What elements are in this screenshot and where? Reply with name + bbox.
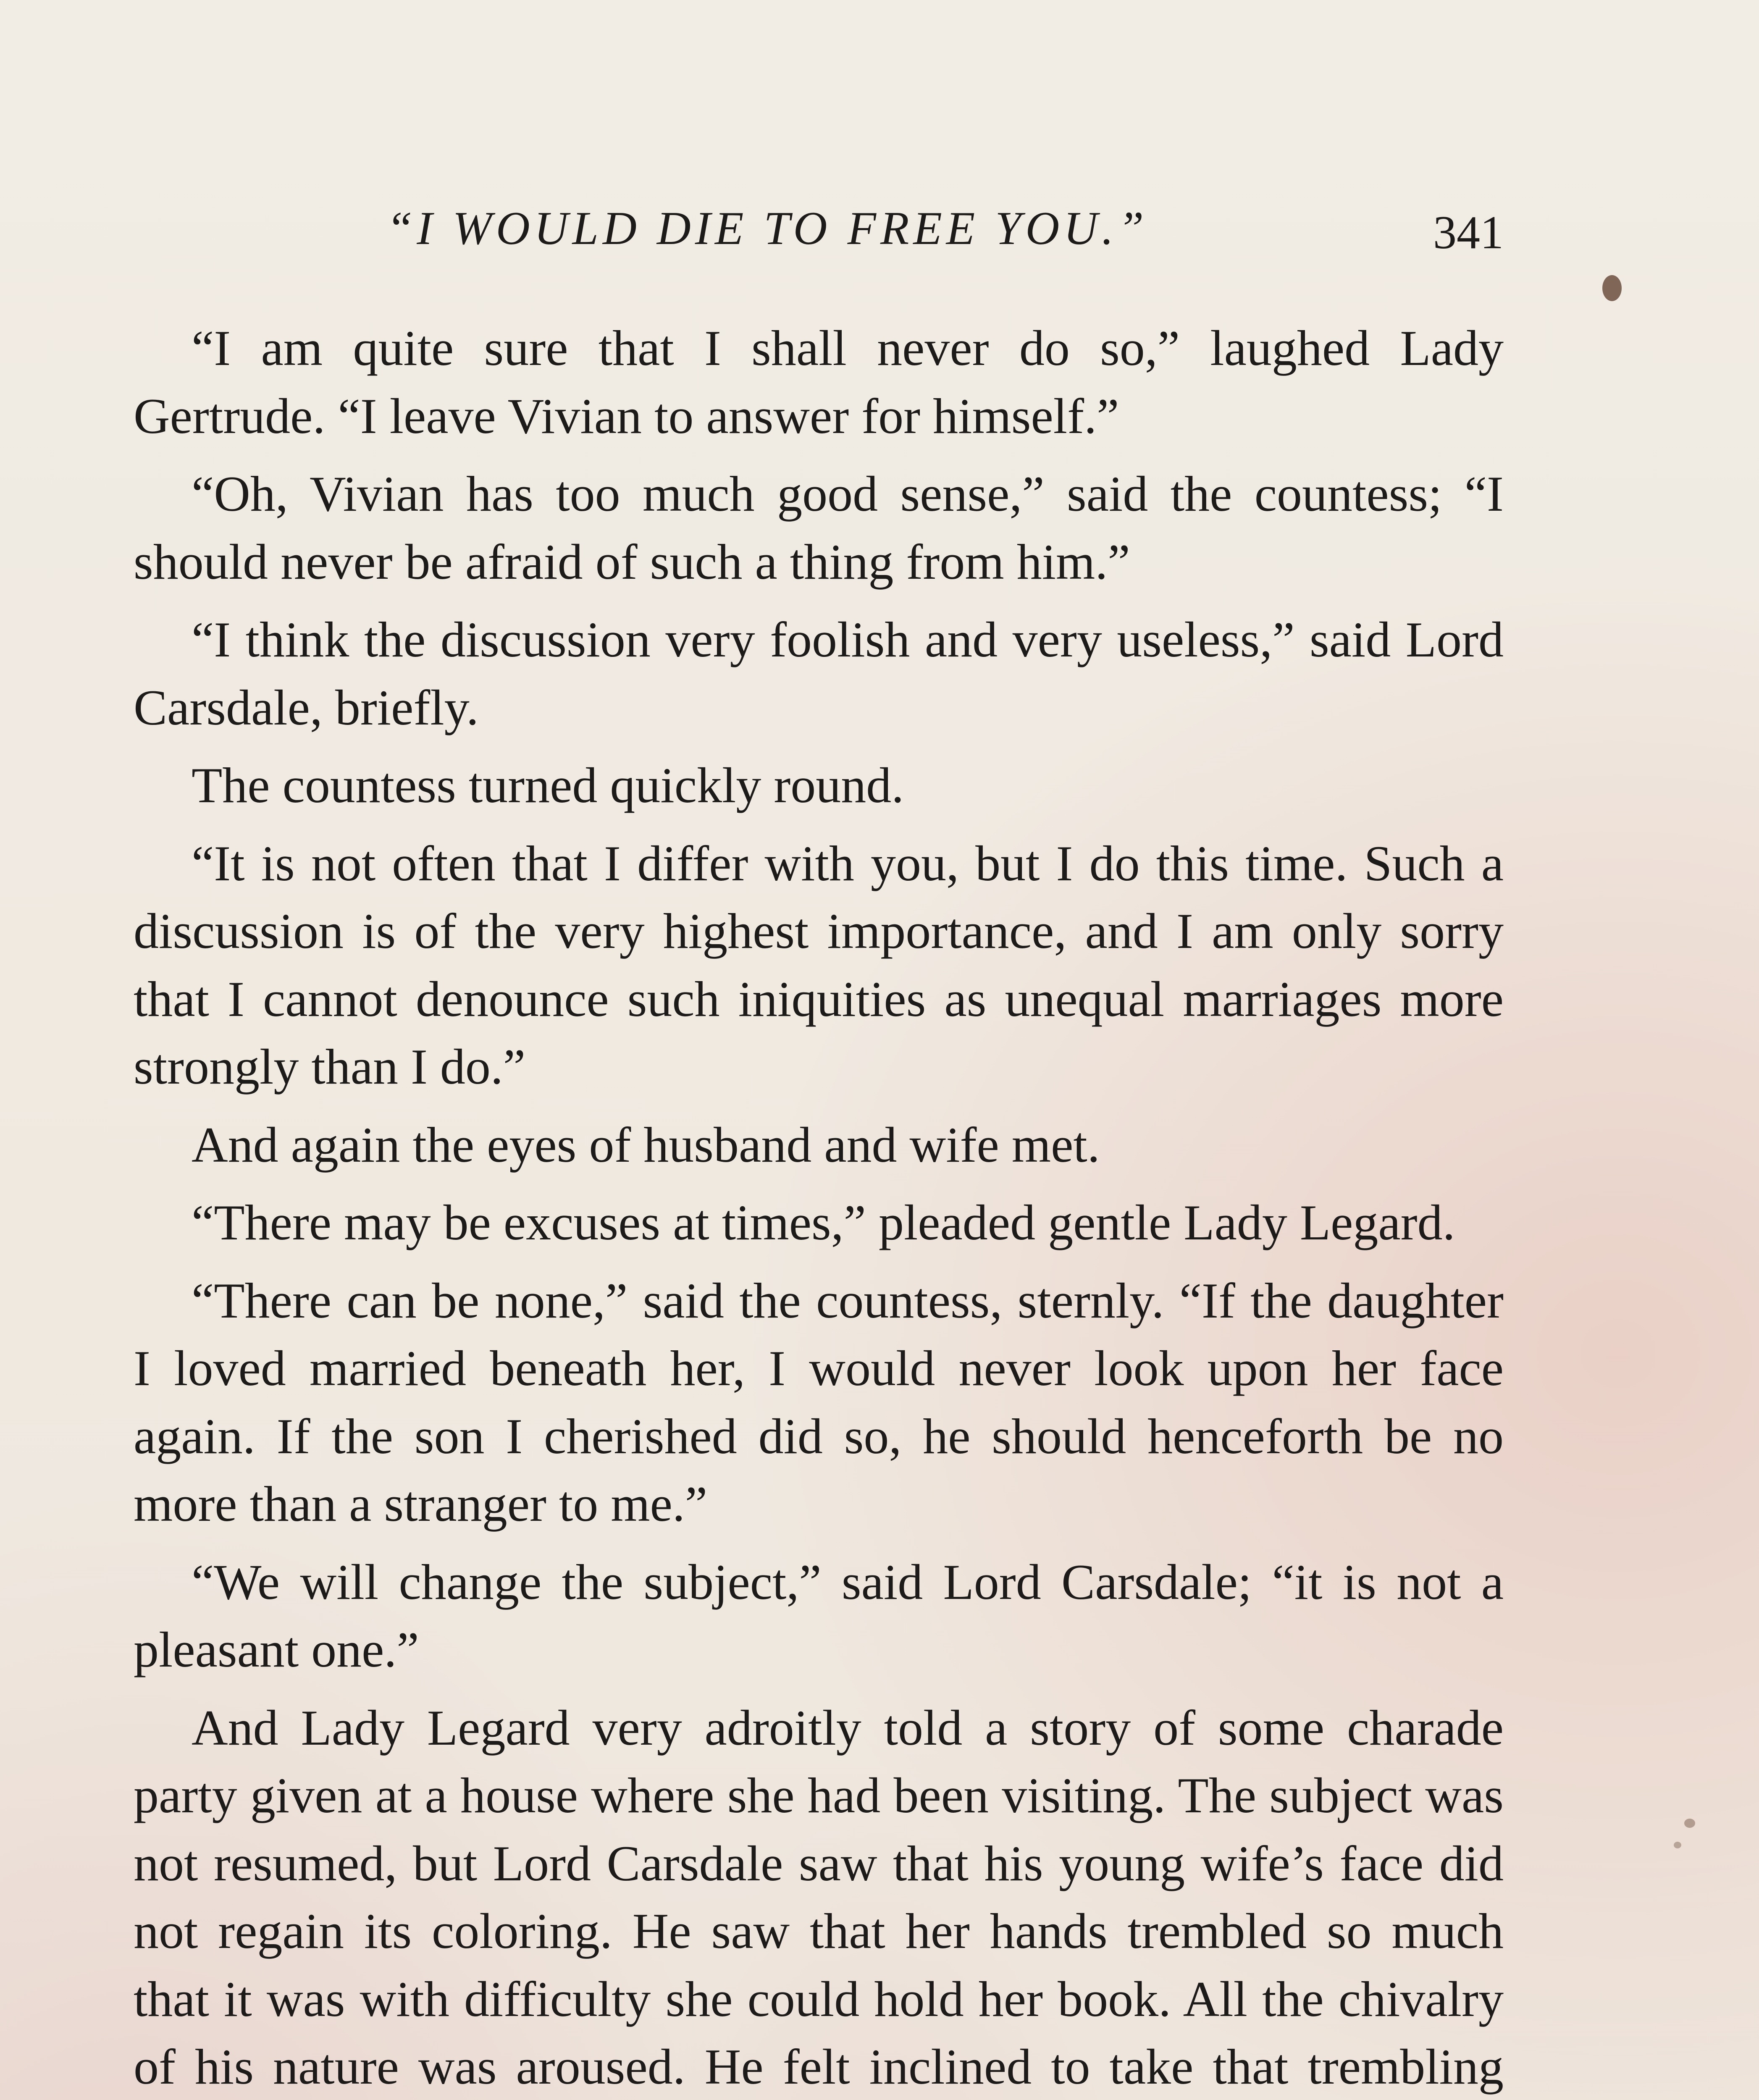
- body-text: [134, 314, 1504, 2100]
- paragraph: “There can be none,” said the countess, sternly. “If the daughter I loved married beneath her, I would never look upon her face again. If the son I cherished did so, he should henceforth be no more than a stranger to me.”: [134, 1272, 1504, 1532]
- page-number: 341: [1433, 207, 1504, 259]
- paragraph: And Lady Legard very adroitly told a story of some charade party given at a house where she had been visiting. The subject was not resumed, but Lord Carsdale saw that his young wife’s face did not regain its coloring. He saw that her hands trembled so much that it was with difficulty she could hold her book. All the chivalry of his nature was aroused. He felt inclined to take that trembling: [134, 1699, 1504, 2095]
- ink-spot: [1602, 275, 1622, 301]
- paragraph: “It is not often that I differ with you, but I do this time. Such a discussion is of the very highest importance, and I am only sorry that I cannot denounce such iniquities as unequal marriages more strongly than I do.”: [134, 835, 1504, 1095]
- paragraph: “I think the discussion very foolish and very useless,” said Lord Carsdale, briefly.: [134, 612, 1504, 735]
- paragraph: The countess turned quickly round.: [192, 757, 904, 813]
- running-head: [134, 193, 1504, 277]
- ink-spot: [1684, 1819, 1695, 1828]
- paragraph: “I am quite sure that I shall never do so,” laughed Lady Gertrude. “I leave Vivian to answer for himself.”: [134, 320, 1504, 444]
- paragraph: And again the eyes of husband and wife met.: [192, 1116, 1100, 1173]
- ink-spot: [1674, 1842, 1681, 1848]
- paragraph: “We will change the subject,” said Lord Carsdale; “it is not a pleasant one.”: [134, 1554, 1504, 1677]
- running-title: “I WOULD DIE TO FREE YOU.”: [386, 202, 1148, 255]
- paragraph: “Oh, Vivian has too much good sense,” said the countess; “I should never be afraid of such a thing from him.”: [134, 466, 1504, 590]
- paragraph: “There may be excuses at times,” pleaded gentle Lady Legard.: [192, 1194, 1455, 1250]
